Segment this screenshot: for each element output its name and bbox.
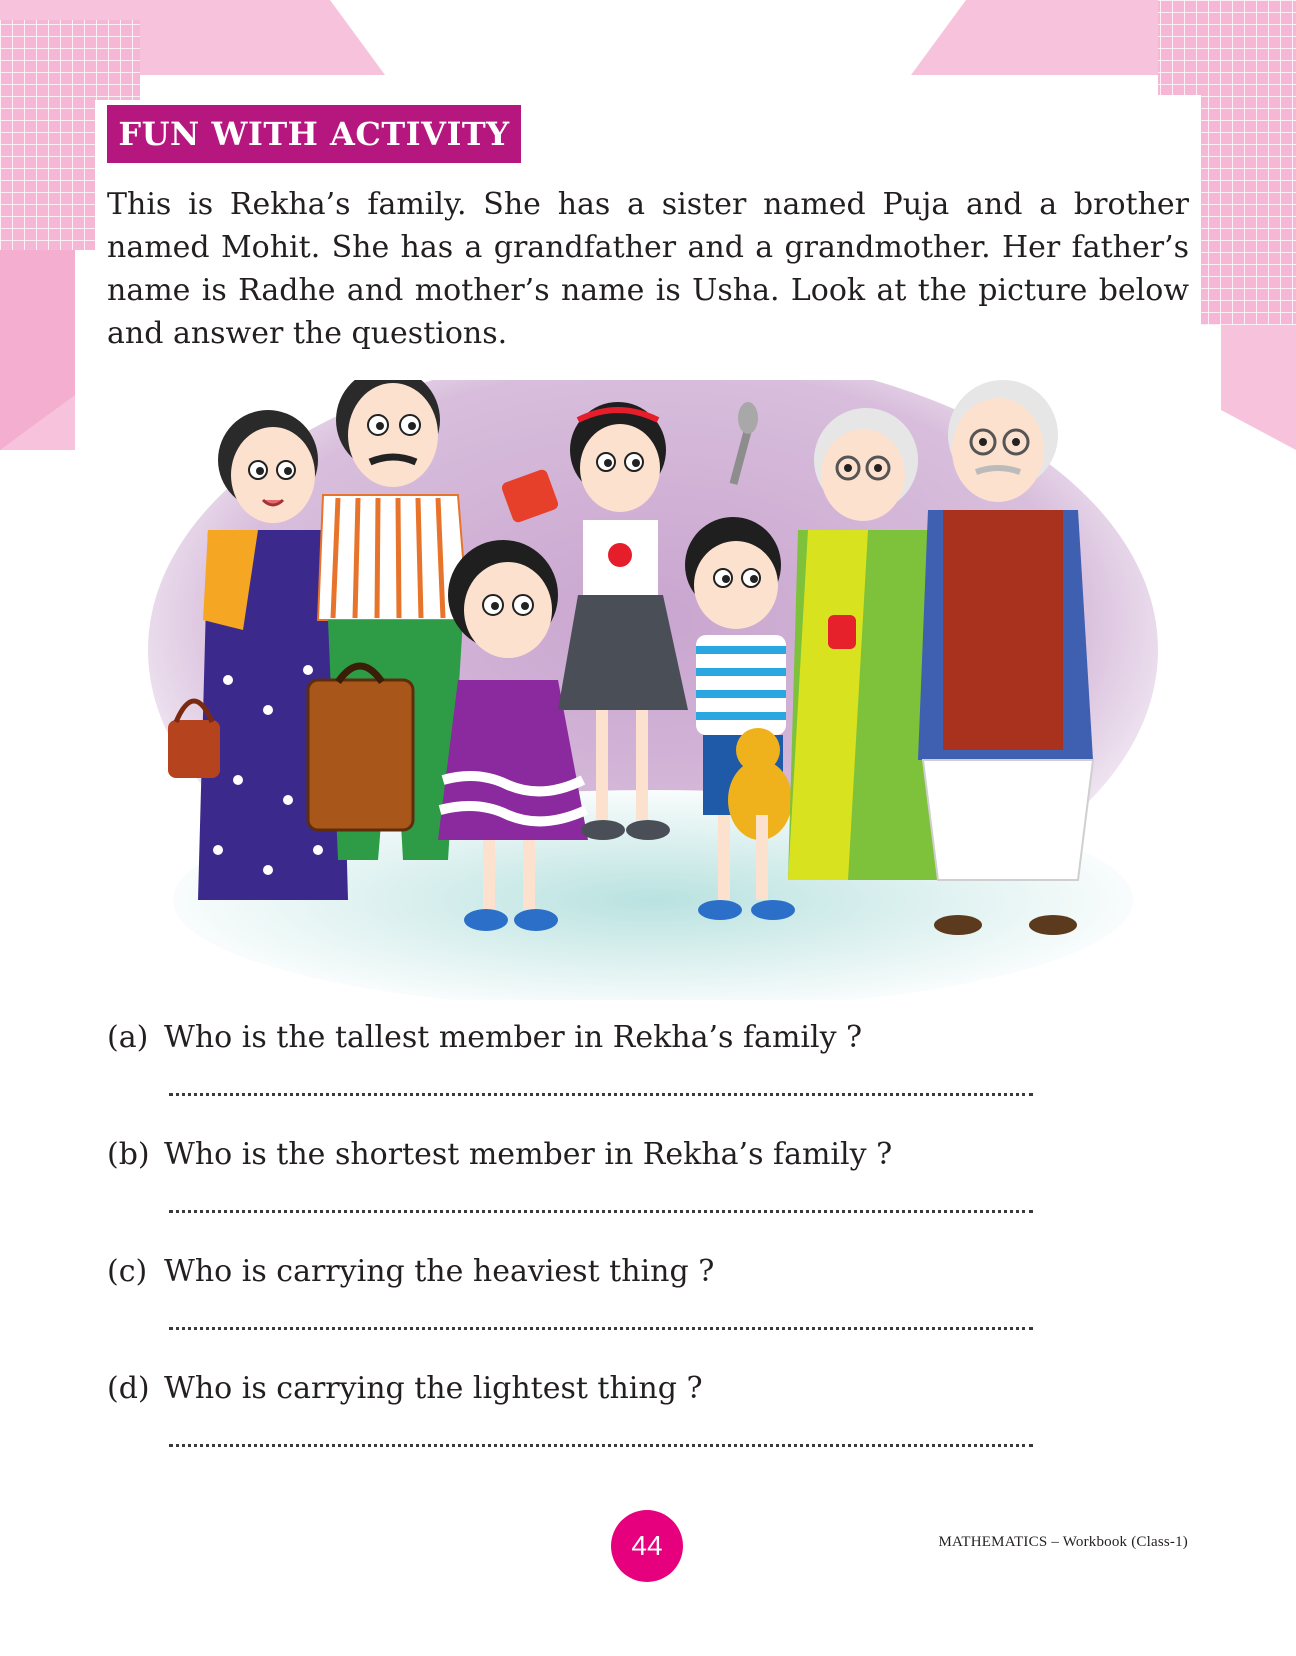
page-number-badge: 44 [611,1510,683,1582]
question-list [107,1015,1107,1483]
question-label: (d) [107,1371,150,1406]
question-text: Who is carrying the heaviest thing ? [164,1254,715,1289]
question-label: (c) [107,1254,148,1289]
question-text: Who is carrying the lightest thing ? [164,1371,703,1406]
question-item [107,1366,1107,1483]
family-illustration [148,380,1158,1000]
intro-paragraph: This is Rekha’s family. She has a sister named Puja and a brother named Mohit. She has a grandfather and a grandmother. Her father’s name is Radhe and mother’s name is Usha. Look at the picture below and answer the questions. [107,187,1189,351]
answer-line[interactable] [169,1327,1033,1330]
answer-line[interactable] [169,1210,1033,1213]
answer-line[interactable] [169,1444,1033,1447]
question-label: (b) [107,1137,150,1172]
question-text: Who is the shortest member in Rekha’s family ? [164,1137,893,1172]
question-item [107,1132,1107,1249]
question-item [107,1015,1107,1132]
activity-heading: FUN WITH ACTIVITY [107,105,521,163]
book-title-footer: MATHEMATICS – Workbook (Class-1) [938,1534,1188,1550]
question-item [107,1249,1107,1366]
answer-line[interactable] [169,1093,1033,1096]
question-label: (a) [107,1020,149,1055]
question-text: Who is the tallest member in Rekha’s family ? [164,1020,863,1055]
